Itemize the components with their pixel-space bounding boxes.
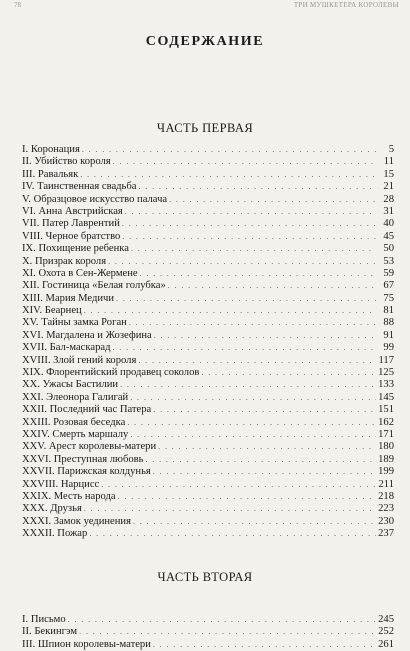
dot-leader <box>145 454 376 466</box>
page-number: 31 <box>383 205 394 217</box>
toc-entry[interactable] <box>22 194 394 206</box>
page-number: 252 <box>378 626 394 638</box>
page-number: 21 <box>383 181 394 193</box>
toc-entry[interactable] <box>22 317 394 329</box>
toc-entry[interactable] <box>22 355 394 367</box>
page-number: 53 <box>383 255 394 267</box>
toc-entry[interactable] <box>22 169 394 181</box>
toc-entry[interactable] <box>22 218 394 230</box>
toc-entry[interactable] <box>22 454 394 466</box>
dot-leader <box>120 379 376 391</box>
running-head-page-number: 78 <box>14 1 21 9</box>
page-number: 180 <box>378 441 394 453</box>
dot-leader <box>153 639 376 651</box>
dot-leader <box>82 144 376 156</box>
toc-entry[interactable] <box>22 181 394 193</box>
chapter-title: XV. Тайны замка Роган <box>22 317 127 329</box>
chapter-title: I. Письмо <box>22 614 66 625</box>
chapter-title: XXIV. Смерть маршалу <box>22 428 129 440</box>
chapter-title: XXI. Элеонора Галигай <box>22 391 129 403</box>
toc-entry[interactable] <box>22 528 394 540</box>
dot-leader <box>129 317 376 329</box>
chapter-title: XII. Гостиница «Белая голубка» <box>22 280 166 292</box>
dot-leader <box>130 392 376 404</box>
part-two-title: ЧАСТЬ ВТОРАЯ <box>157 570 253 584</box>
page-number: 189 <box>378 453 394 465</box>
dot-leader <box>118 491 376 503</box>
chapter-title: V. Образцовое искусство палача <box>22 193 168 205</box>
chapter-title: XXIII. Розовая беседка <box>22 416 126 428</box>
dot-leader <box>89 528 376 540</box>
running-head-title: ТРИ МУШКЕТЕРА КОРОЛЕВЫ <box>293 1 399 9</box>
chapter-title: XXIX. Месть народа <box>22 490 116 502</box>
toc-entry[interactable] <box>22 503 394 515</box>
toc-entry[interactable] <box>22 614 394 626</box>
dot-leader <box>201 367 376 379</box>
page-number: 45 <box>383 230 394 242</box>
dot-leader <box>122 231 376 243</box>
toc-entry[interactable] <box>22 342 394 354</box>
dot-leader <box>80 169 376 181</box>
toc-entry[interactable] <box>22 404 394 416</box>
toc-entry[interactable] <box>22 305 394 317</box>
chapter-title: XXX. Друзья <box>22 503 82 515</box>
chapter-title: XXV. Арест королевы-матери <box>22 441 157 453</box>
chapter-title: XI. Охота в Сен-Жермене <box>22 267 138 279</box>
dot-leader <box>138 181 376 193</box>
toc-entry[interactable] <box>22 268 394 280</box>
toc-entry[interactable] <box>22 466 394 478</box>
page-number: 230 <box>378 515 394 527</box>
page-number: 28 <box>383 193 394 205</box>
page-number: 11 <box>383 156 394 168</box>
toc-entry[interactable] <box>22 639 394 651</box>
page-number: 162 <box>378 416 394 428</box>
toc-entry[interactable] <box>22 516 394 528</box>
toc-entry[interactable] <box>22 479 394 491</box>
toc-entry[interactable] <box>22 231 394 243</box>
page-number: 50 <box>383 243 394 255</box>
toc-entry[interactable] <box>22 156 394 168</box>
page-number: 5 <box>388 144 394 155</box>
page-number: 211 <box>378 478 394 490</box>
page-number: 88 <box>383 317 394 329</box>
toc-part-two <box>22 614 394 651</box>
chapter-title: II. Бекингэм <box>22 626 78 638</box>
chapter-title: XXII. Последний час Патера <box>22 404 152 416</box>
dot-leader <box>127 417 376 429</box>
toc-entry[interactable] <box>22 330 394 342</box>
dot-leader <box>68 614 376 626</box>
chapter-title: XX. Ужасы Бастилии <box>22 379 119 391</box>
dot-leader <box>125 206 376 218</box>
toc-entry[interactable] <box>22 429 394 441</box>
toc-entry[interactable] <box>22 144 394 156</box>
chapter-title: I. Коронация <box>22 144 80 155</box>
chapter-title: X. Призрак короля <box>22 255 107 267</box>
page-number: 171 <box>378 428 394 440</box>
chapter-title: XXVII. Парижская колдунья <box>22 466 151 478</box>
dot-leader <box>84 503 376 515</box>
page-number: 67 <box>383 280 394 292</box>
page-number: 145 <box>378 391 394 403</box>
dot-leader <box>131 243 376 255</box>
chapter-title: XXVI. Преступная любовь <box>22 453 144 465</box>
chapter-title: XVII. Бал-маскарад <box>22 342 111 354</box>
page-number: 223 <box>378 503 394 515</box>
toc-entry[interactable] <box>22 392 394 404</box>
dot-leader <box>116 293 376 305</box>
toc-entry[interactable] <box>22 367 394 379</box>
dot-leader <box>154 330 376 342</box>
dot-leader <box>108 256 376 268</box>
chapter-title: XXXI. Замок уединения <box>22 515 131 527</box>
toc-entry[interactable] <box>22 206 394 218</box>
dot-leader <box>169 194 376 206</box>
dot-leader <box>101 479 376 491</box>
chapter-title: VIII. Черное братство <box>22 230 121 242</box>
dot-leader <box>153 404 376 416</box>
dot-leader <box>133 516 376 528</box>
page-number: 75 <box>383 292 394 304</box>
dot-leader <box>153 466 376 478</box>
page-title: СОДЕРЖАНИЕ <box>145 34 265 49</box>
chapter-title: III. Равальяк <box>22 168 79 180</box>
dot-leader <box>158 441 376 453</box>
page-number: 125 <box>378 367 394 379</box>
chapter-title: IV. Таинственная свадьба <box>22 181 137 193</box>
page-number: 99 <box>383 342 394 354</box>
toc-entry[interactable] <box>22 417 394 429</box>
page-number: 40 <box>383 218 394 230</box>
toc-entry[interactable] <box>22 293 394 305</box>
toc-entry[interactable] <box>22 280 394 292</box>
page-number: 237 <box>378 528 394 540</box>
running-head <box>14 1 399 9</box>
page-number: 151 <box>378 404 394 416</box>
page-number: 117 <box>378 354 394 366</box>
chapter-title: XVI. Магдалена и Жозефина <box>22 329 152 341</box>
dot-leader <box>112 342 376 354</box>
dot-leader <box>138 355 376 367</box>
page-number: 91 <box>383 329 394 341</box>
dot-leader <box>140 268 376 280</box>
dot-leader <box>122 218 376 230</box>
page-number: 59 <box>383 267 394 279</box>
dot-leader <box>84 305 376 317</box>
toc-entry[interactable] <box>22 243 394 255</box>
chapter-title: XIX. Флорентийский продавец соколов <box>22 367 200 379</box>
chapter-title: XVIII. Злой гений короля <box>22 354 137 366</box>
chapter-title: II. Убийство короля <box>22 156 111 168</box>
dot-leader <box>168 280 376 292</box>
page-number: 261 <box>378 638 394 650</box>
page-number: 133 <box>378 379 394 391</box>
chapter-title: III. Шпион королевы-матери <box>22 638 151 650</box>
page-number: 218 <box>378 490 394 502</box>
toc-entry[interactable] <box>22 256 394 268</box>
page-number: 199 <box>378 466 394 478</box>
toc-entry[interactable] <box>22 626 394 638</box>
page-number: 15 <box>383 168 394 180</box>
page-number: 81 <box>383 305 394 317</box>
chapter-title: XIV. Беарнец <box>22 305 82 317</box>
toc-part-one <box>22 144 394 541</box>
toc-entry[interactable] <box>22 379 394 391</box>
dot-leader <box>130 429 376 441</box>
part-one-title: ЧАСТЬ ПЕРВАЯ <box>156 121 254 135</box>
chapter-title: XXXII. Пожар <box>22 528 88 540</box>
dot-leader <box>113 156 376 168</box>
toc-entry[interactable] <box>22 441 394 453</box>
chapter-title: XIII. Мария Медичи <box>22 292 115 304</box>
page-number: 245 <box>378 614 394 625</box>
chapter-title: IX. Похищение ребенка <box>22 243 129 255</box>
toc-entry[interactable] <box>22 491 394 503</box>
chapter-title: VI. Анна Австрийская <box>22 205 123 217</box>
chapter-title: VII. Патер Лаврентий <box>22 218 120 230</box>
chapter-title: XXVIII. Нарцисс <box>22 478 100 490</box>
dot-leader <box>79 626 376 638</box>
